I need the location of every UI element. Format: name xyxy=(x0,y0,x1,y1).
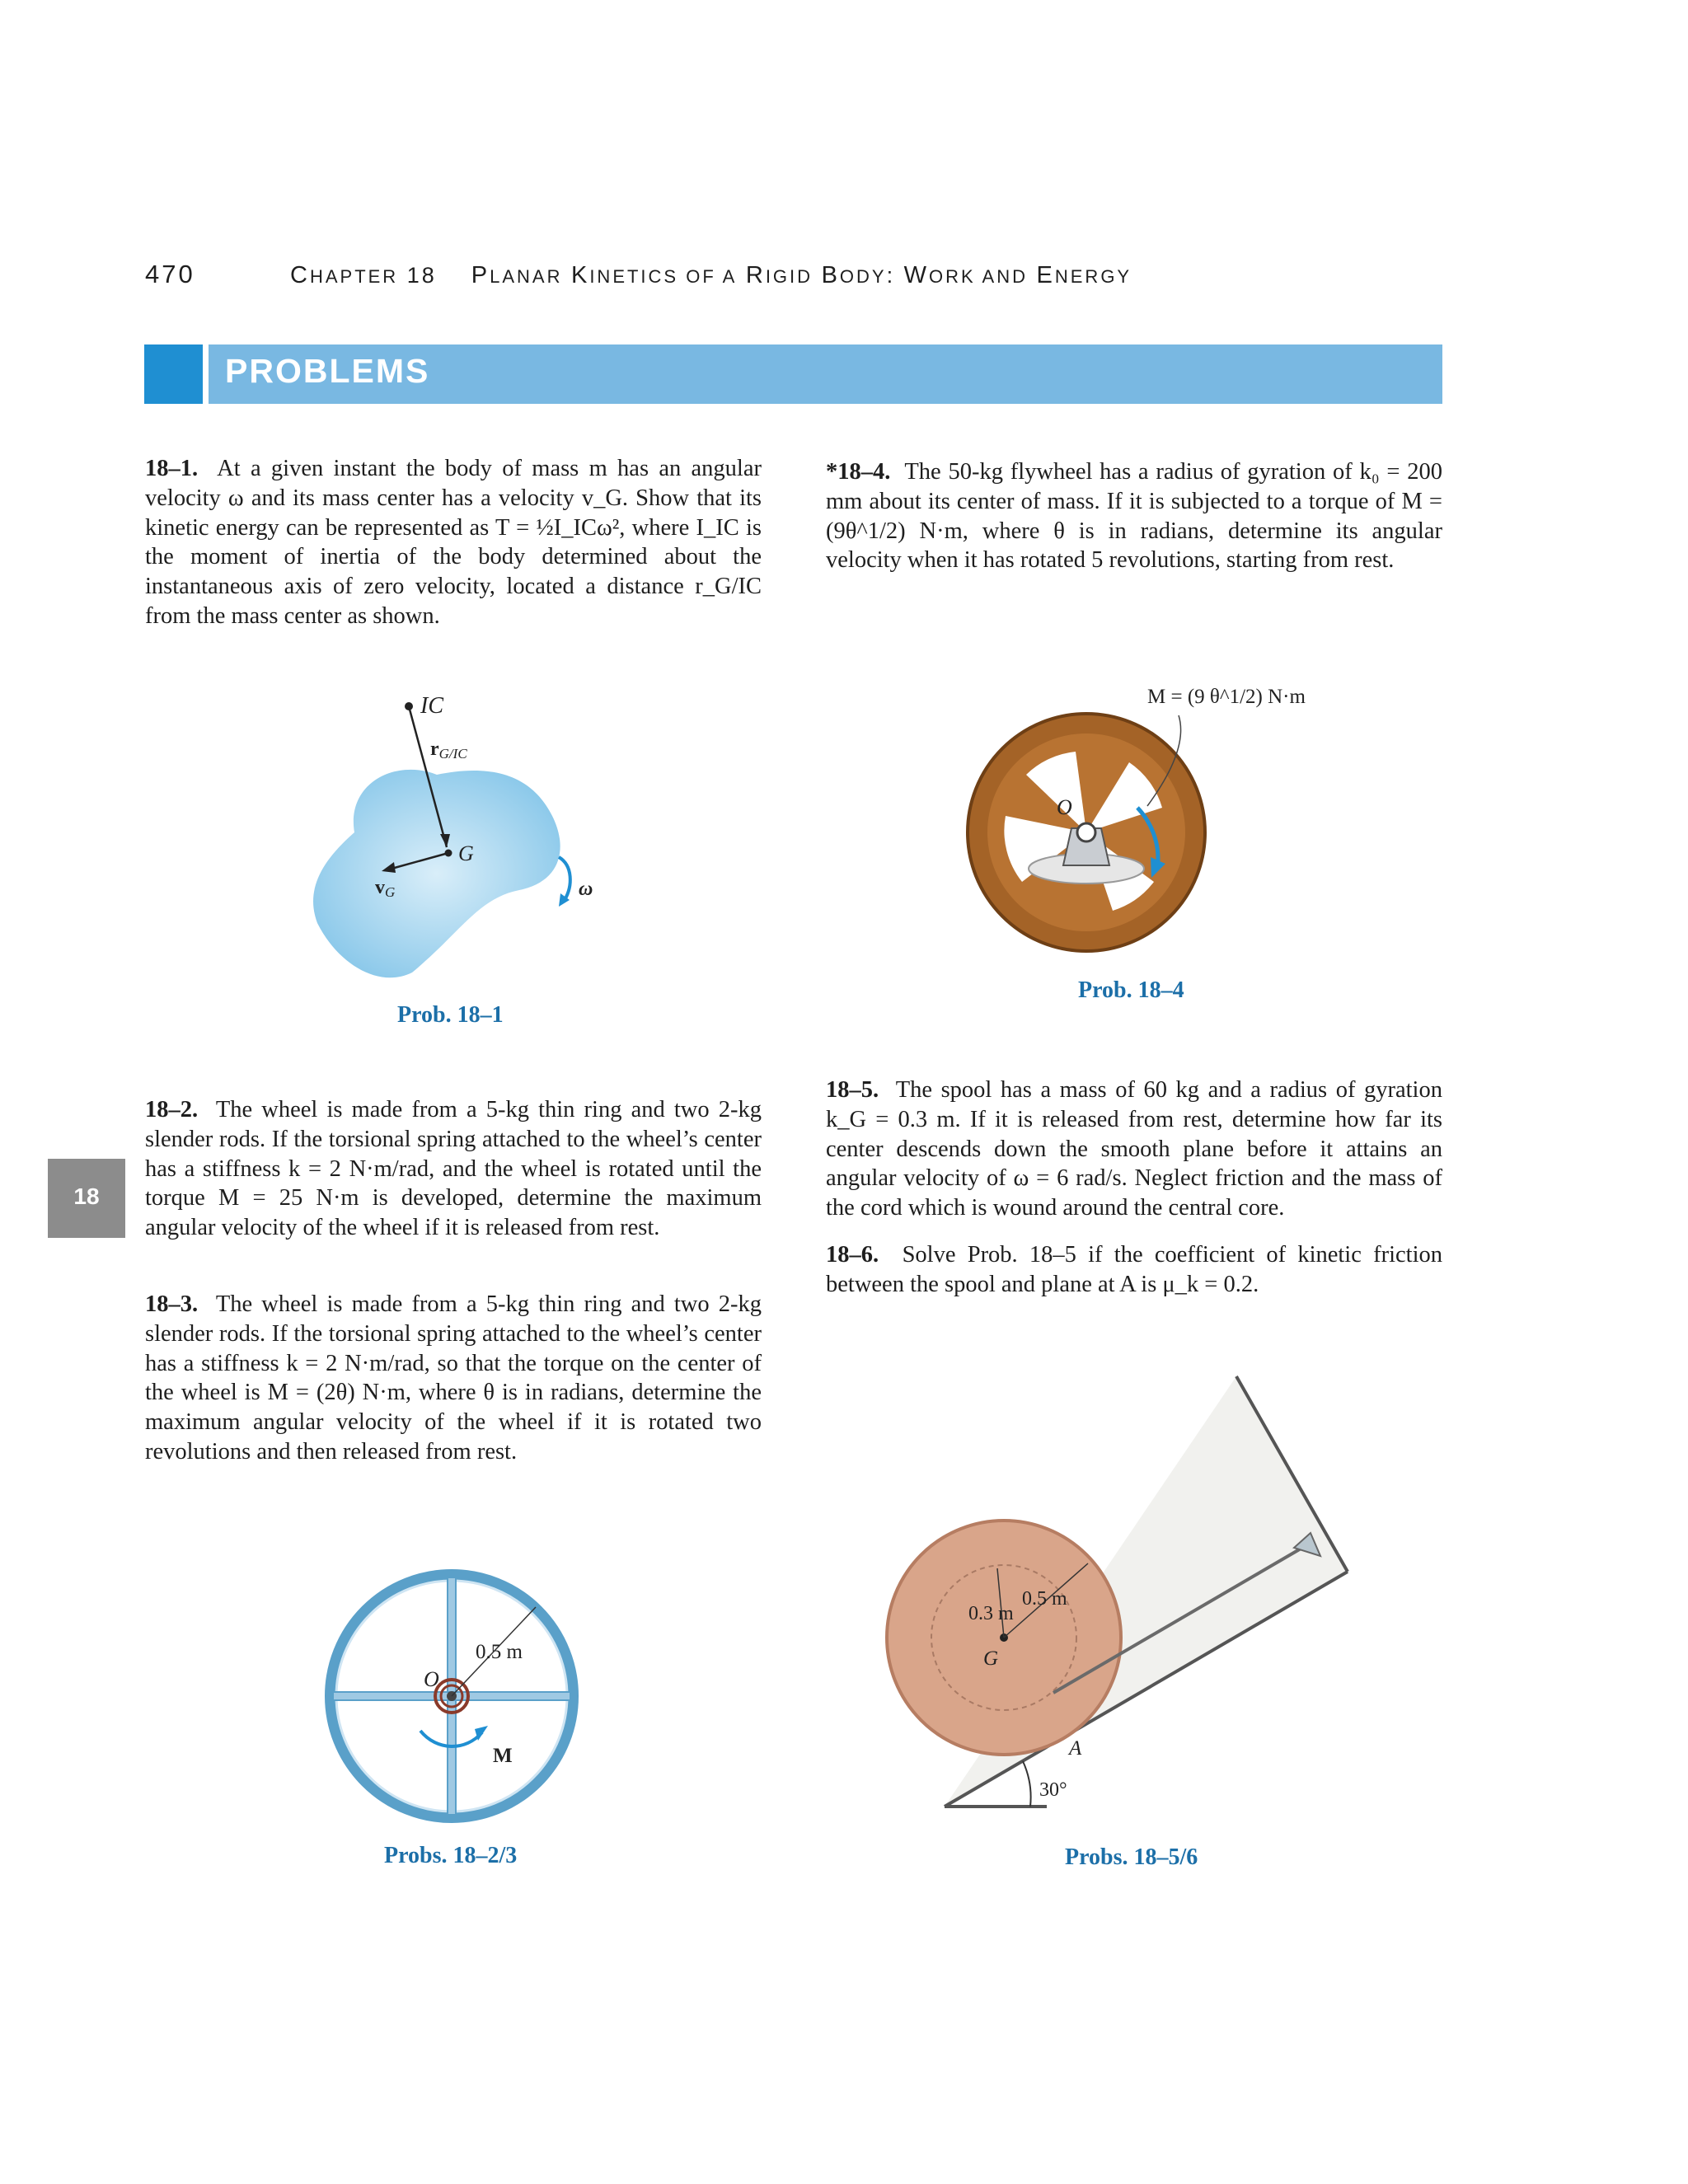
label-g: G xyxy=(983,1647,999,1670)
caption-18-5-6: Probs. 18–5/6 xyxy=(1065,1844,1198,1870)
label-outer-radius: 0.5 m xyxy=(1022,1588,1067,1610)
problem-18-6 xyxy=(826,1240,1442,1300)
figure-18-2-3 xyxy=(313,1558,593,1838)
problem-number: 18–5. xyxy=(826,1077,879,1103)
label-torque: M = (9 θ^1/2) N·m xyxy=(1147,686,1306,708)
problem-18-4 xyxy=(826,457,1442,575)
label-r: rG/IC xyxy=(430,738,467,762)
label-moment: M xyxy=(493,1745,513,1767)
banner-accent xyxy=(144,344,203,404)
section-title: PROBLEMS xyxy=(225,352,430,390)
label-angle: 30° xyxy=(1039,1779,1067,1801)
figure-18-1 xyxy=(297,684,643,997)
axle xyxy=(1077,823,1095,841)
label-radius: 0.5 m xyxy=(476,1641,523,1663)
label-vg: vG xyxy=(375,877,396,900)
chapter-title: CHAPTER 18 PLANAR KINETICS OF A RIGID BODY: WORK AND ENERGY xyxy=(290,262,1132,288)
problem-number: 18–3. xyxy=(145,1291,199,1317)
label-o: O xyxy=(424,1667,439,1691)
problem-text: The wheel is made from a 5-kg thin ring and two 2-kg slender rods. If the torsional spring attached to the wheel’s center has a stiffness k = 2 N·m/rad, so that the torque on the center of the wheel is M = (2θ) N·m, where θ is in radians, determine the maximum angular velocity of the wheel if it is rotated two revolutions and then released from rest. xyxy=(145,1291,762,1465)
label-a: A xyxy=(1069,1737,1082,1760)
problem-number: 18–1. xyxy=(145,456,199,481)
figure-18-5-6 xyxy=(874,1368,1385,1830)
problem-text: At a given instant the body of mass m has an angular velocity ω and its mass center has a velocity v_G. Show that its kinetic energy can be represented as T = ½I_ICω², where I_IC is the moment of inertia of the body determined about the instantaneous axis of zero velocity, located a distance r_G/IC from the mass center as shown. xyxy=(145,456,762,629)
caption-18-2-3: Probs. 18–2/3 xyxy=(384,1843,518,1868)
problem-number: 18–2. xyxy=(145,1097,199,1122)
problem-18-2 xyxy=(145,1095,762,1243)
problem-18-1 xyxy=(145,454,762,631)
page-number: 470 xyxy=(145,260,195,288)
label-ic: IC xyxy=(420,693,443,719)
problem-text: The 50-kg flywheel has a radius of gyration of k₀ = 200 mm about its center of mass. If it is subjected to a torque of M = (9θ^1/2) N·m, where θ is in radians, determine its angular velocity when it has rotated 5 revolutions, starting from rest. xyxy=(826,459,1442,574)
chapter-tab-label: 18 xyxy=(73,1183,100,1209)
problem-text: The wheel is made from a 5-kg thin ring and two 2-kg slender rods. If the torsional spring attached to the wheel’s center has a stiffness k = 2 N·m/rad, and the wheel is rotated until the torque M = 25 N·m is developed, determine the maximum angular velocity of the wheel if it is released from rest. xyxy=(145,1097,762,1241)
label-core-radius: 0.3 m xyxy=(968,1603,1014,1624)
label-omega: ω xyxy=(579,879,593,900)
problem-number: 18–6. xyxy=(826,1242,879,1268)
figure-18-4 xyxy=(956,676,1352,964)
caption-18-4: Prob. 18–4 xyxy=(1078,977,1184,1003)
problem-18-3 xyxy=(145,1290,762,1467)
problem-text: Solve Prob. 18–5 if the coefficient of kinetic friction between the spool and plane at A is μ_k = 0.2. xyxy=(826,1242,1442,1297)
label-g: G xyxy=(458,841,474,865)
problem-text: The spool has a mass of 60 kg and a radius of gyration k_G = 0.3 m. If it is released from rest, determine how far its center descends down the smooth plane before it attains an angular velocity of ω = 6 rad/s. Neglect friction and the mass of the cord which is wound around the central core. xyxy=(826,1077,1442,1221)
angle-arc xyxy=(1023,1761,1031,1807)
rigid-body-shape xyxy=(313,770,560,977)
problem-18-5 xyxy=(826,1076,1442,1223)
label-o: O xyxy=(1057,795,1072,819)
problem-number: *18–4. xyxy=(826,459,891,485)
caption-18-1: Prob. 18–1 xyxy=(397,1002,504,1028)
